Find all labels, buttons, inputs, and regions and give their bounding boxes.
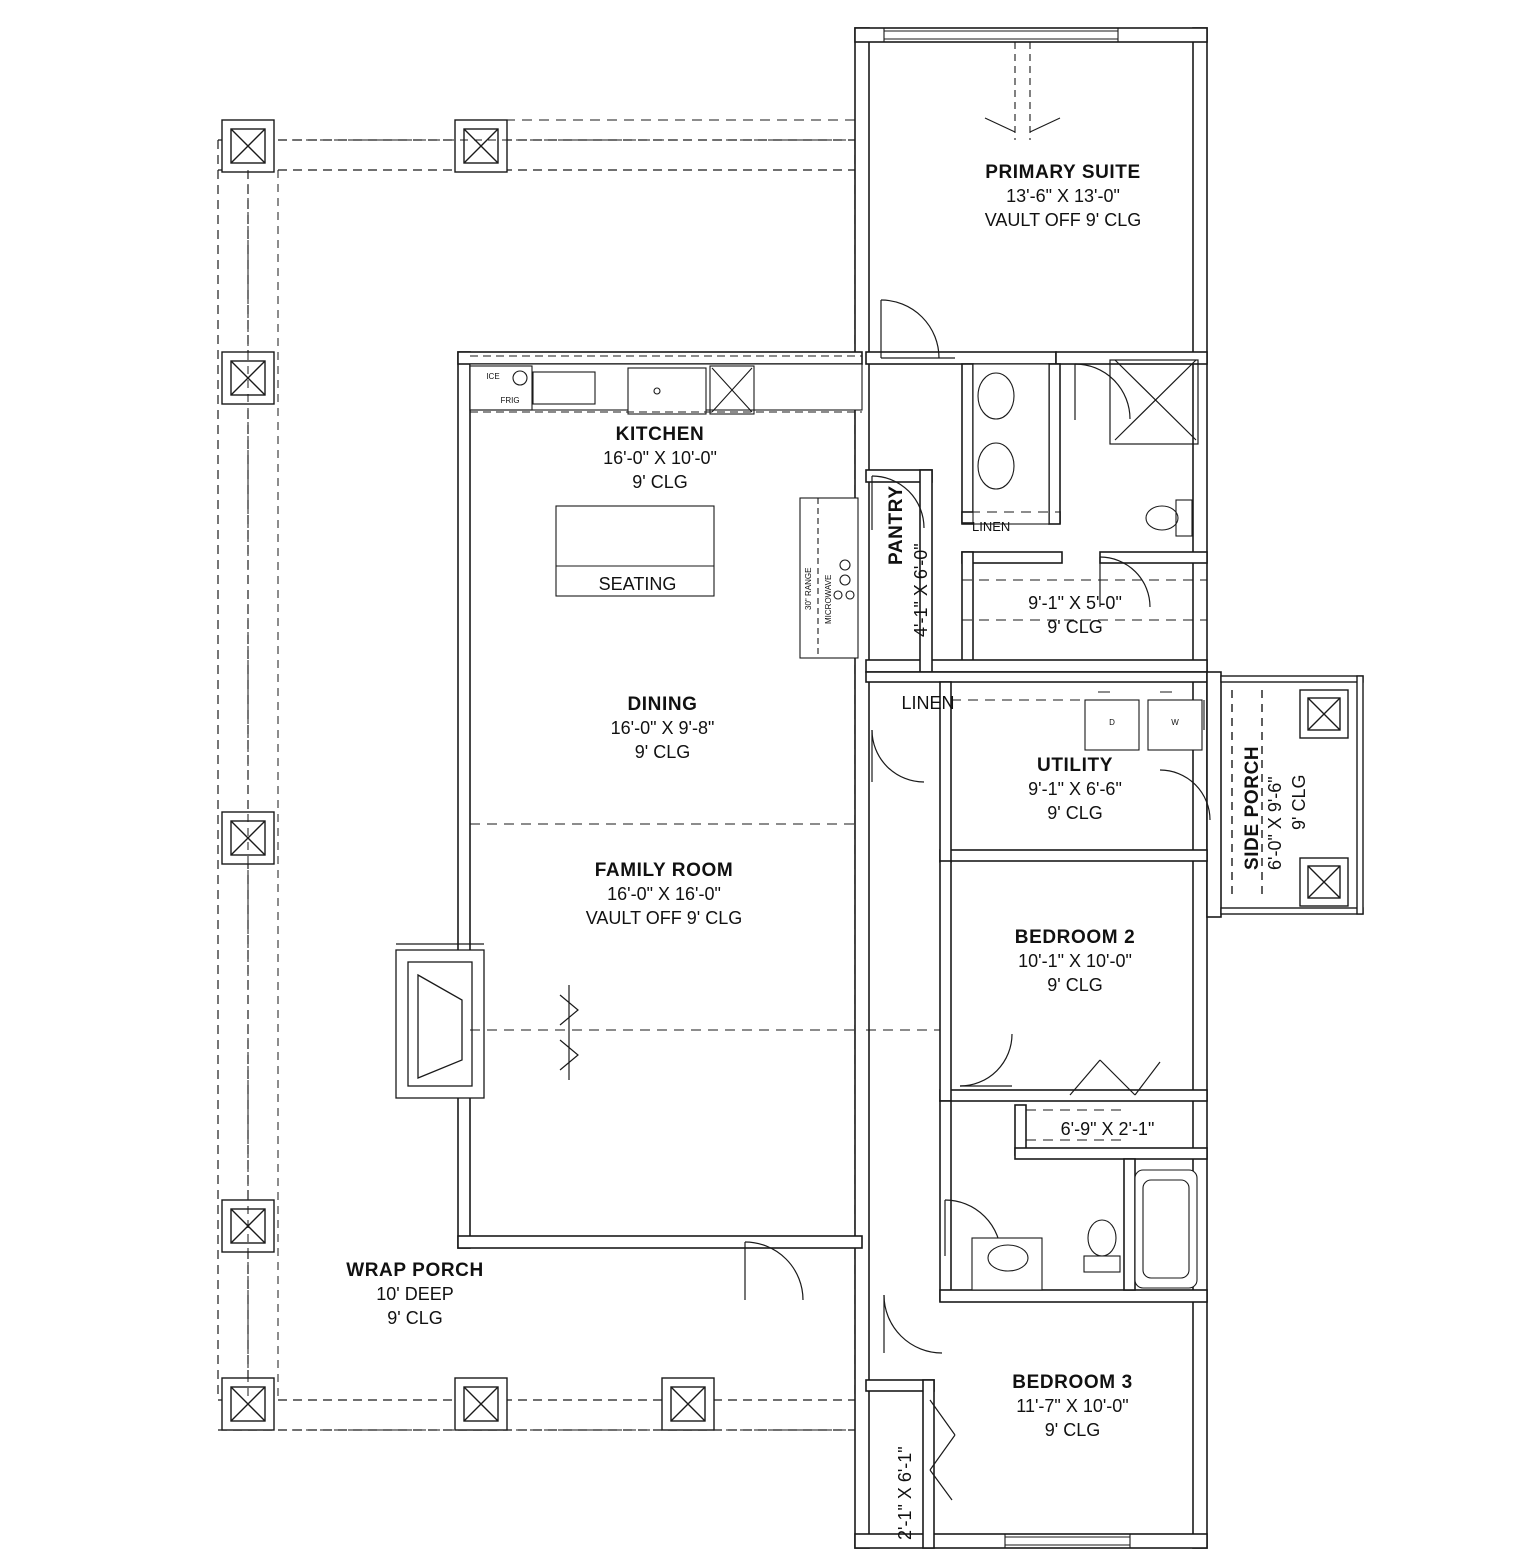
room-name: SIDE PORCH	[1242, 745, 1263, 870]
room-name: FAMILY ROOM	[594, 860, 734, 881]
room-ceiling: 9' CLG	[1047, 616, 1103, 637]
label-linen-hall: LINEN	[901, 693, 955, 713]
room-name: BEDROOM 2	[1014, 927, 1136, 948]
room-dimensions: 16'-0" X 16'-0"	[607, 884, 721, 905]
room-label-utility	[975, 753, 1175, 826]
room-label-dining	[550, 692, 775, 765]
room-dimensions: 16'-0" X 10'-0"	[603, 448, 717, 469]
room-dimensions: 6'-9" X 2'-1"	[1060, 1119, 1155, 1139]
room-dimensions: 6'-0" X 9'-6"	[1265, 776, 1285, 870]
room-dimensions: 9'-1" X 6'-6"	[1028, 779, 1122, 800]
room-ceiling: 9' CLG	[387, 1307, 443, 1328]
room-name: PRIMARY SUITE	[985, 162, 1141, 183]
room-name: PANTRY	[886, 485, 907, 565]
room-ceiling: VAULT OFF 9' CLG	[984, 209, 1142, 230]
label-ice: ICE	[486, 372, 500, 381]
label-washer: W	[1171, 718, 1179, 727]
label-seating: SEATING	[598, 574, 677, 594]
room-name: BEDROOM 3	[1012, 1372, 1133, 1393]
room-name: UTILITY	[1037, 755, 1113, 776]
room-label-primary-suite	[948, 160, 1178, 233]
room-dimensions: 13'-6" X 13'-0"	[1006, 186, 1120, 207]
room-label-bedroom-3-closet	[868, 1390, 938, 1550]
room-label-wrap-porch	[300, 1258, 530, 1331]
room-label-bedroom-3	[965, 1370, 1180, 1443]
room-name: DINING	[627, 694, 698, 715]
room-ceiling: 9' CLG	[634, 741, 691, 762]
room-label-hall-closet	[1020, 1118, 1195, 1142]
room-dimensions: 2'-1" X 6'-1"	[895, 1446, 915, 1540]
room-ceiling: 9' CLG	[1044, 1419, 1101, 1440]
room-dimensions: 16'-0" X 9'-8"	[610, 718, 715, 739]
room-ceiling: 9' CLG	[1289, 774, 1309, 830]
room-dimensions: 10'-1" X 10'-0"	[1018, 951, 1132, 972]
label-frig: FRIG	[500, 396, 520, 405]
room-ceiling: VAULT OFF 9' CLG	[585, 907, 743, 928]
label-range: 30" RANGE	[804, 567, 813, 610]
room-name: WRAP PORCH	[346, 1260, 484, 1281]
room-ceiling: 9' CLG	[1047, 802, 1103, 823]
room-ceiling: 9' CLG	[1047, 974, 1103, 995]
label-linen-bath: LINEN	[972, 519, 1011, 534]
room-dimensions: 10' DEEP	[376, 1284, 454, 1305]
room-label-bedroom-2	[975, 925, 1175, 998]
label-dryer: D	[1109, 718, 1115, 727]
room-label-family-room	[540, 858, 788, 931]
room-label-primary-bath	[995, 592, 1155, 640]
room-dimensions: 11'-7" X 10'-0"	[1016, 1396, 1129, 1417]
room-ceiling: 9' CLG	[632, 471, 688, 492]
room-dimensions: 9'-1" X 5'-0"	[1028, 593, 1122, 613]
room-name: KITCHEN	[615, 424, 705, 445]
room-label-kitchen	[540, 422, 780, 495]
label-microwave: MICROWAVE	[824, 574, 833, 624]
room-label-side-porch	[1198, 690, 1318, 890]
room-dimensions: 4'-1" X 6'-0"	[911, 543, 931, 637]
